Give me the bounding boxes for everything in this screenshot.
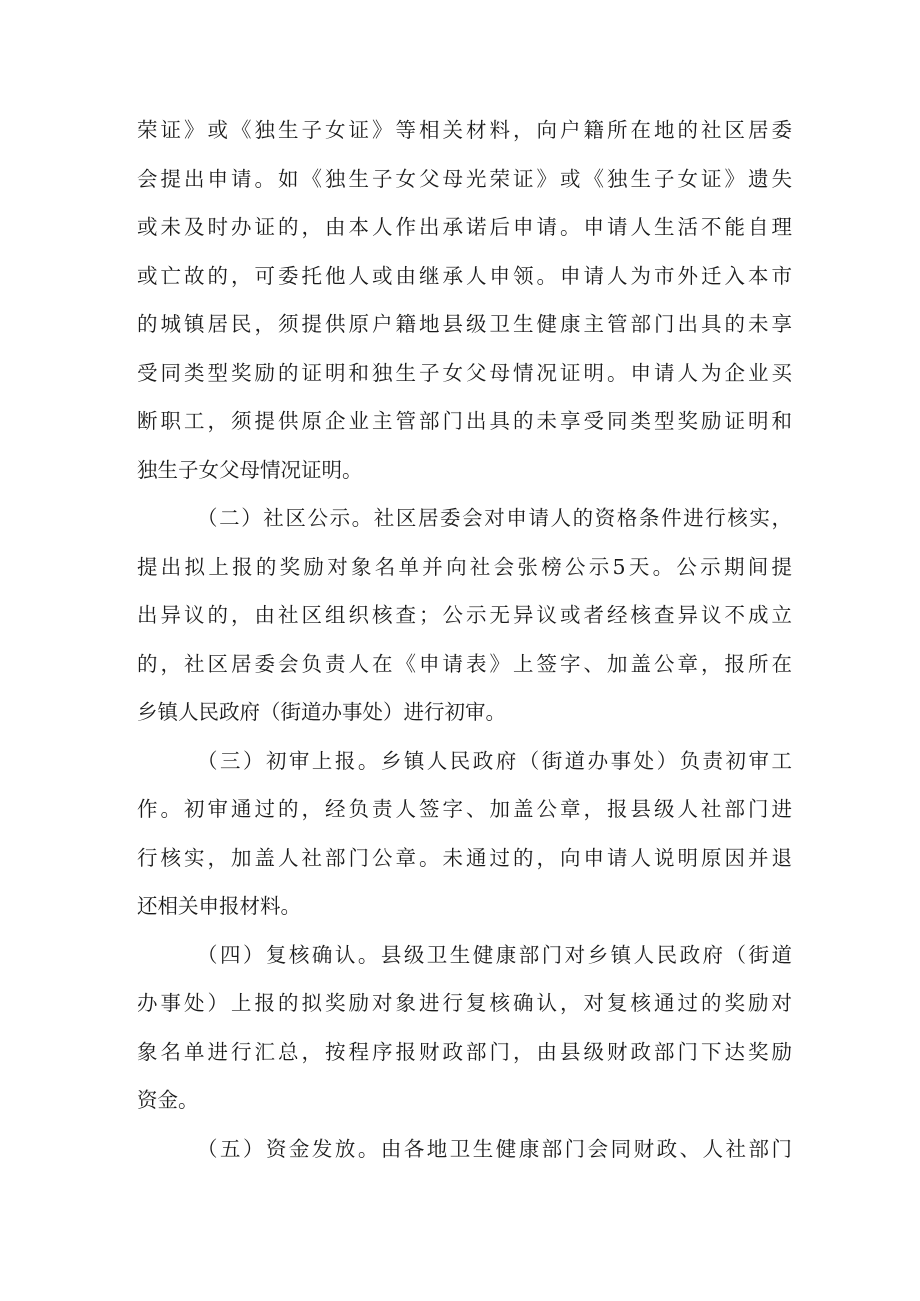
paragraph-community-notice bbox=[137, 494, 792, 737]
text-line: 荣证》或《独生子女证》等相关材料，向户籍所在地的社区居委 bbox=[137, 118, 792, 142]
document-body bbox=[137, 106, 792, 1173]
text-line: 还相关申报材料。 bbox=[137, 894, 301, 918]
text-line: 象名单进行汇总，按程序报财政部门，由县级财政部门下达奖励 bbox=[137, 1039, 792, 1064]
paragraph-review-confirmation bbox=[137, 931, 792, 1125]
text-line: 行核实，加盖人社部门公章。未通过的，向申请人说明原因并退 bbox=[137, 845, 792, 870]
text-line: 提出拟上报的奖励对象名单并向社会张榜公示5天。公示期间提 bbox=[137, 554, 792, 579]
text-line: （三）初审上报。乡镇人民政府（街道办事处）负责初审工 bbox=[197, 748, 792, 773]
text-line: 的城镇居民，须提供原户籍地县级卫生健康主管部门出具的未享 bbox=[137, 312, 792, 336]
text-line: （四）复核确认。县级卫生健康部门对乡镇人民政府（街道 bbox=[197, 942, 792, 967]
text-line: 独生子女父母情况证明。 bbox=[137, 457, 363, 482]
paragraph-preliminary-review bbox=[137, 737, 792, 931]
text-line: 的，社区居委会负责人在《申请表》上签字、加盖公章，报所在 bbox=[137, 651, 792, 676]
text-line: 乡镇人民政府（街道办事处）进行初审。 bbox=[137, 700, 506, 724]
text-line: 断职工，须提供原企业主管部门出具的未享受同类型奖励证明和 bbox=[137, 409, 792, 433]
text-line: （五）资金发放。由各地卫生健康部门会同财政、人社部门 bbox=[197, 1136, 792, 1161]
paragraph-fund-distribution bbox=[137, 1125, 792, 1174]
text-line: 作。初审通过的，经负责人签字、加盖公章，报县级人社部门进 bbox=[137, 797, 792, 821]
text-line: 或未及时办证的，由本人作出承诺后申请。申请人生活不能自理 bbox=[137, 215, 792, 239]
text-line: 出异议的，由社区组织核查；公示无异议或者经核查异议不成立 bbox=[137, 603, 792, 627]
text-line: 资金。 bbox=[137, 1088, 199, 1112]
text-line: （二）社区公示。社区居委会对申请人的资格条件进行核实， bbox=[197, 506, 792, 530]
text-line: 办事处）上报的拟奖励对象进行复核确认，对复核通过的奖励对 bbox=[137, 991, 792, 1015]
text-line: 受同类型奖励的证明和独生子女父母情况证明。申请人为企业买 bbox=[137, 360, 792, 385]
text-line: 会提出申请。如《独生子女父母光荣证》或《独生子女证》遗失 bbox=[137, 166, 792, 191]
text-line: 或亡故的，可委托他人或由继承人申领。申请人为市外迁入本市 bbox=[137, 263, 792, 288]
paragraph-continuation bbox=[137, 106, 792, 494]
